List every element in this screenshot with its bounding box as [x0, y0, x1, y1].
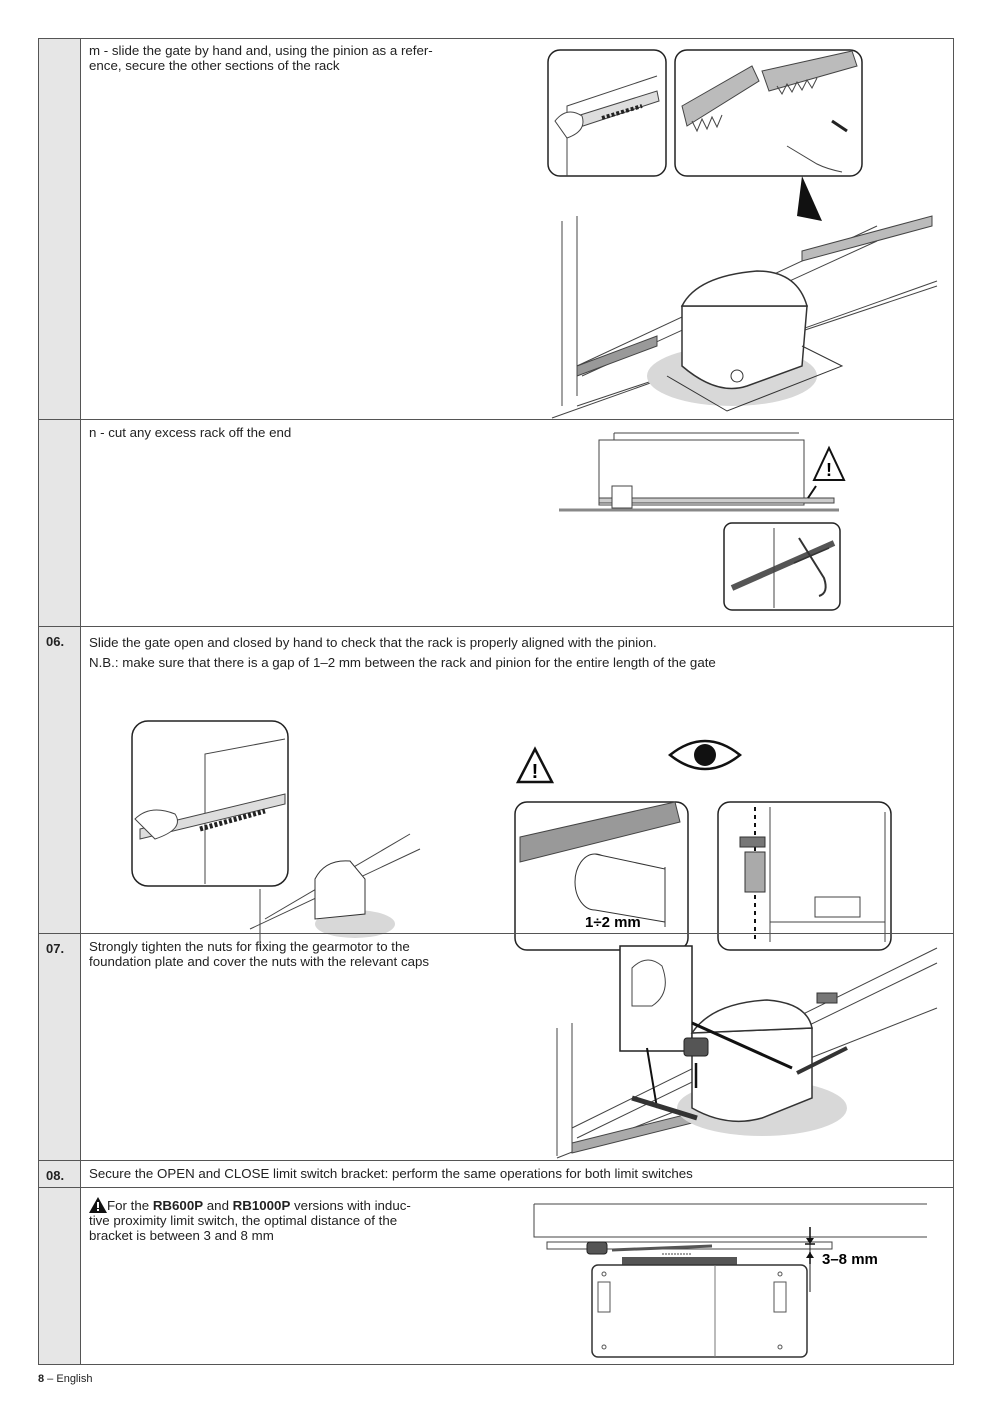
tighten-nuts-illustration	[552, 938, 942, 1158]
step-08-number: 08.	[46, 1168, 65, 1183]
step-m-text-line1: m - slide the gate by hand and, using the pinion as a refer-	[89, 43, 433, 58]
step-06-line1: Slide the gate open and closed by hand to check that the rack is properly aligned with the pinion.	[89, 635, 657, 650]
number-column	[38, 934, 81, 1160]
hand-slide-illustration	[130, 719, 460, 929]
step-m-text-line2: ence, secure the other sections of the rack	[89, 58, 340, 73]
step-06-line2: N.B.: make sure that there is a gap of 1–2 mm between the rack and pinion for the entire length of the gate	[89, 655, 716, 670]
distance-label: 3–8 mm	[822, 1251, 878, 1268]
gap-check-illustration	[515, 727, 945, 955]
step-n-content	[82, 420, 954, 626]
step-m-row	[38, 38, 954, 419]
step-n-row	[38, 419, 954, 626]
number-column	[38, 1161, 81, 1187]
step-08-note-row	[38, 1187, 954, 1365]
step-08-note-line2: tive proximity limit switch, the optimal distance of the	[89, 1213, 398, 1228]
step-06-number: 06.	[46, 634, 65, 649]
step-07-row	[38, 933, 954, 1160]
step-08-note-line3: bracket is between 3 and 8 mm	[89, 1228, 274, 1243]
page-footer	[38, 1373, 92, 1385]
number-column	[38, 1188, 81, 1365]
page-number: 8	[38, 1373, 45, 1385]
manual-page	[38, 38, 954, 1365]
cut-rack-illustration	[554, 428, 884, 618]
number-column	[38, 38, 81, 419]
step-07-line1: Strongly tighten the nuts for fixing the gearmotor to the	[89, 939, 410, 954]
svg-text:!: !	[531, 761, 539, 783]
step-07-number: 07.	[46, 941, 65, 956]
step-07-text	[89, 939, 429, 969]
step-06-content	[82, 627, 954, 933]
warning-icon	[89, 1197, 107, 1213]
step-08-note-content	[82, 1188, 954, 1365]
step-n-text: n - cut any excess rack off the end	[89, 425, 292, 440]
note-suffix: versions with induc-	[290, 1198, 411, 1213]
step-06-text	[89, 633, 716, 673]
model-rb600p: RB600P	[152, 1198, 204, 1213]
step-08-text: Secure the OPEN and CLOSE limit switch bracket: perform the same operations for both limit switches	[89, 1166, 693, 1181]
step-08-content	[82, 1161, 954, 1187]
model-rb1000p: RB1000P	[232, 1198, 291, 1213]
step-07-content	[82, 934, 954, 1160]
footer-language: English	[56, 1373, 93, 1385]
step-08-row	[38, 1160, 954, 1187]
step-08-note	[89, 1197, 459, 1243]
gap-label: 1÷2 mm	[585, 914, 641, 931]
svg-text:!: !	[826, 460, 832, 480]
note-and: and	[203, 1198, 233, 1213]
footer-separator: –	[44, 1373, 57, 1385]
step-m-content	[82, 38, 954, 419]
limit-switch-illustration	[532, 1202, 937, 1362]
step-06-row	[38, 626, 954, 933]
step-08-note-line1	[89, 1197, 459, 1213]
number-column	[38, 420, 81, 626]
step-m-text	[89, 43, 433, 73]
note-prefix: For the	[107, 1198, 153, 1213]
rack-mounting-illustration	[547, 46, 947, 418]
number-column	[38, 627, 81, 933]
step-07-line2: foundation plate and cover the nuts with the relevant caps	[89, 954, 430, 969]
